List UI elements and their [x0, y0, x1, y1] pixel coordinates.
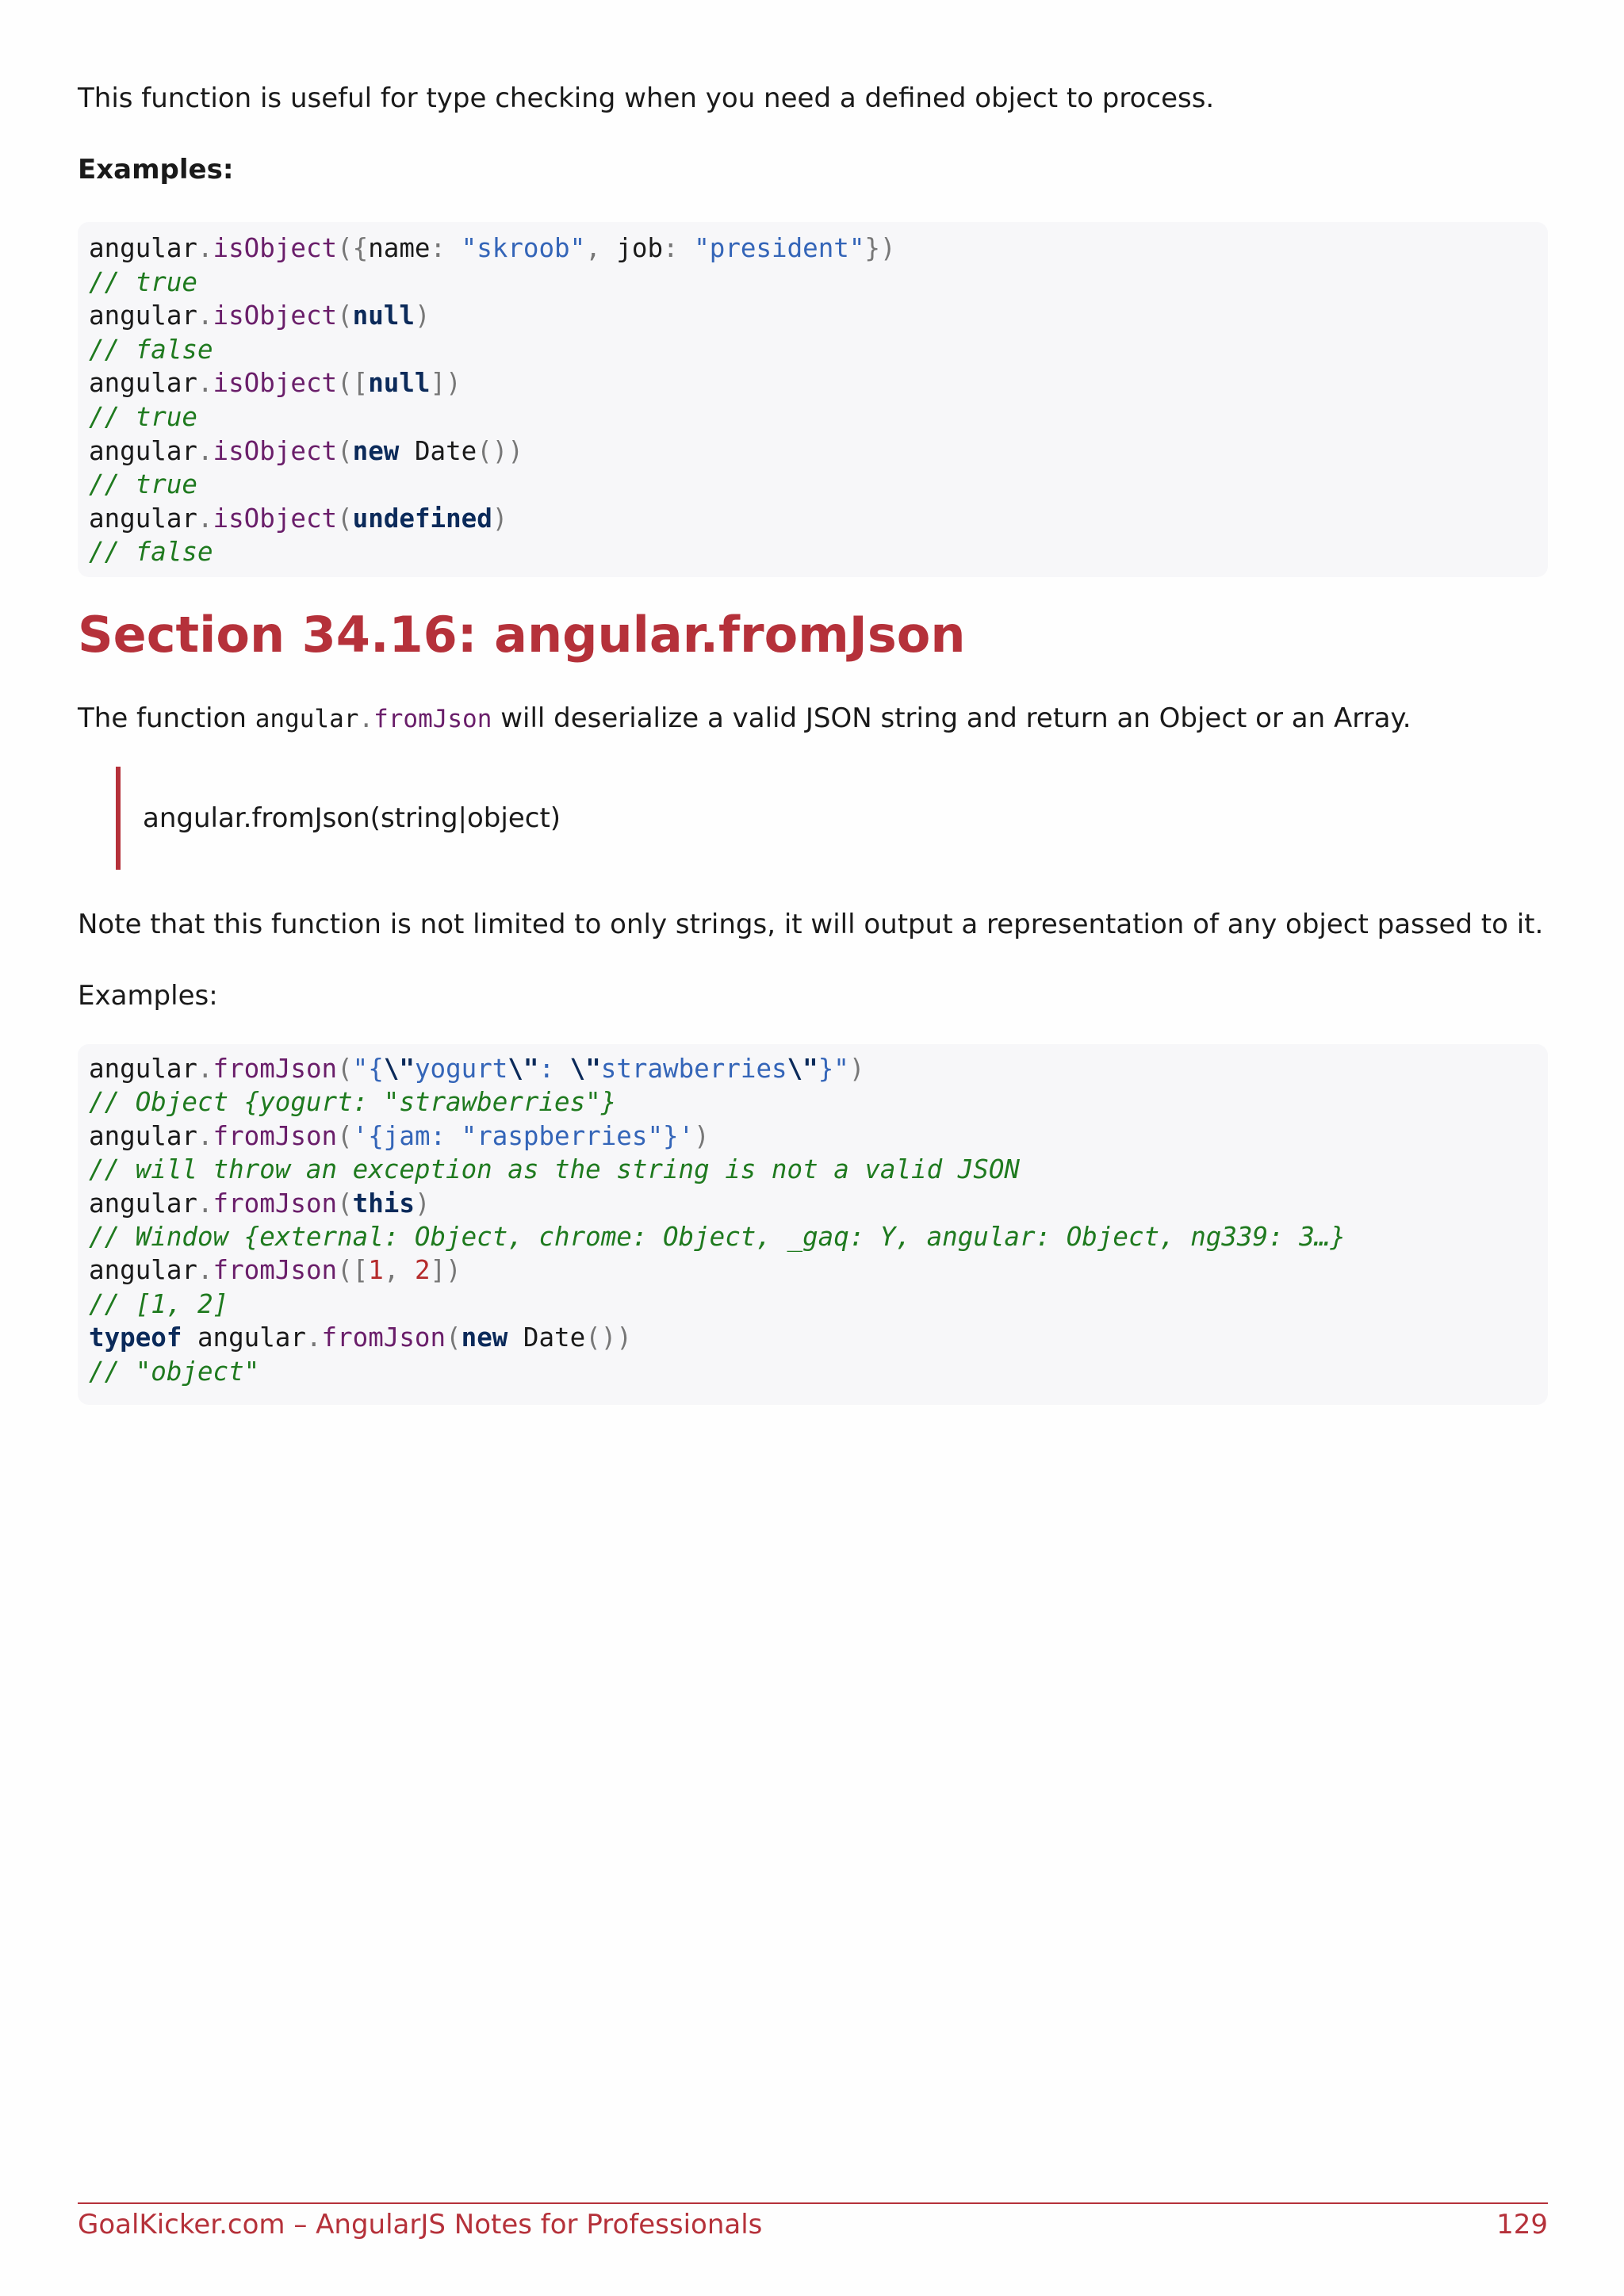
note-paragraph: Note that this function is not limited to only strings, it will output a representation of any object passed to it.: [78, 909, 1544, 940]
code-token: ,: [383, 1255, 415, 1286]
code-line: [89, 1355, 1537, 1388]
code-token: (: [337, 300, 353, 331]
code-token: :: [430, 233, 462, 263]
code-line: [89, 366, 1537, 400]
code-line: [89, 1119, 1537, 1153]
code-token: ): [492, 503, 508, 534]
code-token: 1: [368, 1255, 384, 1286]
code-token: null: [352, 300, 415, 331]
fromjson-description: [78, 701, 1411, 736]
code-token: :: [663, 233, 695, 263]
code-token: angular: [89, 1188, 197, 1219]
code-line: [89, 1321, 1537, 1354]
code-token: angular: [89, 300, 197, 331]
code-token: // "object": [89, 1356, 260, 1387]
code-token: angular: [89, 1120, 197, 1151]
code-line: [89, 468, 1537, 502]
code-token: "skroob": [461, 233, 586, 263]
code-token: ]): [430, 368, 462, 399]
code-token: \": [508, 1054, 539, 1084]
inline-code: [255, 705, 492, 733]
section-heading: Section 34.16: angular.fromJson: [78, 606, 966, 664]
code-token: angular: [89, 368, 197, 399]
signature-text: angular.fromJson(string|object): [143, 802, 561, 834]
code-token: .: [197, 503, 213, 534]
code-token: new: [352, 435, 400, 466]
code-token: ()): [477, 435, 523, 466]
code-token: ({: [337, 233, 369, 263]
code-line: [89, 266, 1537, 300]
inline-code-dot: .: [358, 705, 374, 733]
examples-label-bold: Examples:: [78, 154, 234, 186]
code-token: fromJson: [213, 1120, 338, 1151]
code-token: isObject: [213, 300, 338, 331]
code-token: // true: [89, 266, 197, 297]
code-token: angular: [182, 1322, 306, 1353]
code-token: ): [414, 1188, 431, 1219]
code-token: fromJson: [213, 1054, 338, 1084]
code-token: }): [864, 233, 896, 263]
desc-before: The function: [78, 702, 255, 734]
code-token: 2: [414, 1255, 431, 1286]
code-token: ): [414, 300, 431, 331]
code-line: [89, 1052, 1537, 1085]
code-line: [89, 1085, 1537, 1119]
code-token: \": [569, 1054, 601, 1084]
code-token: ([: [337, 368, 369, 399]
code-token: ]): [430, 1255, 462, 1286]
code-token: isObject: [213, 435, 338, 466]
code-token: .: [197, 1054, 213, 1084]
code-token: .: [197, 1120, 213, 1151]
code-token: new: [461, 1322, 508, 1353]
code-token: ,: [585, 233, 617, 263]
code-line: [89, 1153, 1537, 1186]
code-token: ([: [337, 1255, 369, 1286]
code-token: .: [197, 435, 213, 466]
code-line: [89, 299, 1537, 333]
code-token: angular: [89, 233, 197, 263]
code-line: [89, 1187, 1537, 1220]
code-token: }": [818, 1054, 849, 1084]
code-token: // true: [89, 401, 197, 432]
inline-code-obj: angular: [255, 705, 359, 733]
code-token: angular: [89, 1054, 197, 1084]
code-token: strawberries: [600, 1054, 787, 1084]
code-token: (: [337, 1054, 353, 1084]
code-token: ): [694, 1120, 710, 1151]
code-token: typeof: [89, 1322, 182, 1353]
code-token: "{: [352, 1054, 384, 1084]
code-token: // false: [89, 537, 213, 568]
signature-blockquote: [116, 767, 561, 870]
code-token: isObject: [213, 503, 338, 534]
code-token: Date: [399, 435, 477, 466]
code-token: .: [197, 368, 213, 399]
code-token: isObject: [213, 368, 338, 399]
code-token: fromJson: [321, 1322, 446, 1353]
code-line: [89, 1220, 1537, 1253]
code-token: // Object {yogurt: "strawberries"}: [89, 1087, 617, 1118]
code-token: this: [352, 1188, 415, 1219]
code-token: (: [337, 1120, 353, 1151]
code-token: "president": [694, 233, 865, 263]
intro-paragraph: This function is useful for type checking when you need a defined object to process.: [78, 82, 1215, 114]
desc-after: will deserialize a valid JSON string and return an Object or an Array.: [492, 702, 1411, 734]
code-token: angular: [89, 503, 197, 534]
inline-code-fn: fromJson: [373, 705, 492, 733]
code-line: [89, 333, 1537, 367]
code-token: .: [197, 1188, 213, 1219]
footer-divider: [78, 2202, 1548, 2204]
code-token: '{jam: "raspberries"}': [352, 1120, 695, 1151]
code-line: [89, 434, 1537, 469]
code-token: // Window {external: Object, chrome: Object, _gaq: Y, angular: Object, ng339: 3…}: [89, 1221, 1346, 1252]
code-token: fromJson: [213, 1188, 338, 1219]
code-token: :: [538, 1054, 570, 1084]
code-line: [89, 1288, 1537, 1321]
code-token: name: [368, 233, 431, 263]
code-token: (: [446, 1322, 462, 1353]
code-token: // [1, 2]: [89, 1288, 229, 1319]
code-token: // will throw an exception as the string is not a valid JSON: [89, 1154, 1020, 1185]
code-token: .: [197, 233, 213, 263]
code-token: job: [616, 233, 664, 263]
code-token: (: [337, 1188, 353, 1219]
code-token: isObject: [213, 233, 338, 263]
code-line: [89, 502, 1537, 536]
code-token: Date: [508, 1322, 586, 1353]
code-line: [89, 1253, 1537, 1287]
code-token: .: [197, 1255, 213, 1286]
code-token: // true: [89, 469, 197, 500]
code-block-fromjson: [78, 1044, 1548, 1405]
code-token: null: [368, 368, 431, 399]
code-token: ()): [585, 1322, 632, 1353]
code-token: // false: [89, 334, 213, 365]
code-token: undefined: [352, 503, 492, 534]
code-token: \": [383, 1054, 415, 1084]
code-token: angular: [89, 1255, 197, 1286]
code-token: (: [337, 435, 353, 466]
examples-label: Examples:: [78, 980, 218, 1012]
code-token: fromJson: [213, 1255, 338, 1286]
code-token: angular: [89, 435, 197, 466]
code-token: .: [305, 1322, 322, 1353]
code-token: ): [848, 1054, 865, 1084]
page-number: 129: [1496, 2209, 1548, 2241]
code-token: (: [337, 503, 353, 534]
code-block-isobject: [78, 222, 1548, 577]
code-line: [89, 232, 1537, 266]
code-token: yogurt: [414, 1054, 508, 1084]
footer-source: GoalKicker.com – AngularJS Notes for Professionals: [78, 2209, 763, 2241]
code-line: [89, 400, 1537, 434]
code-line: [89, 535, 1537, 569]
code-token: \": [787, 1054, 818, 1084]
code-token: .: [197, 300, 213, 331]
